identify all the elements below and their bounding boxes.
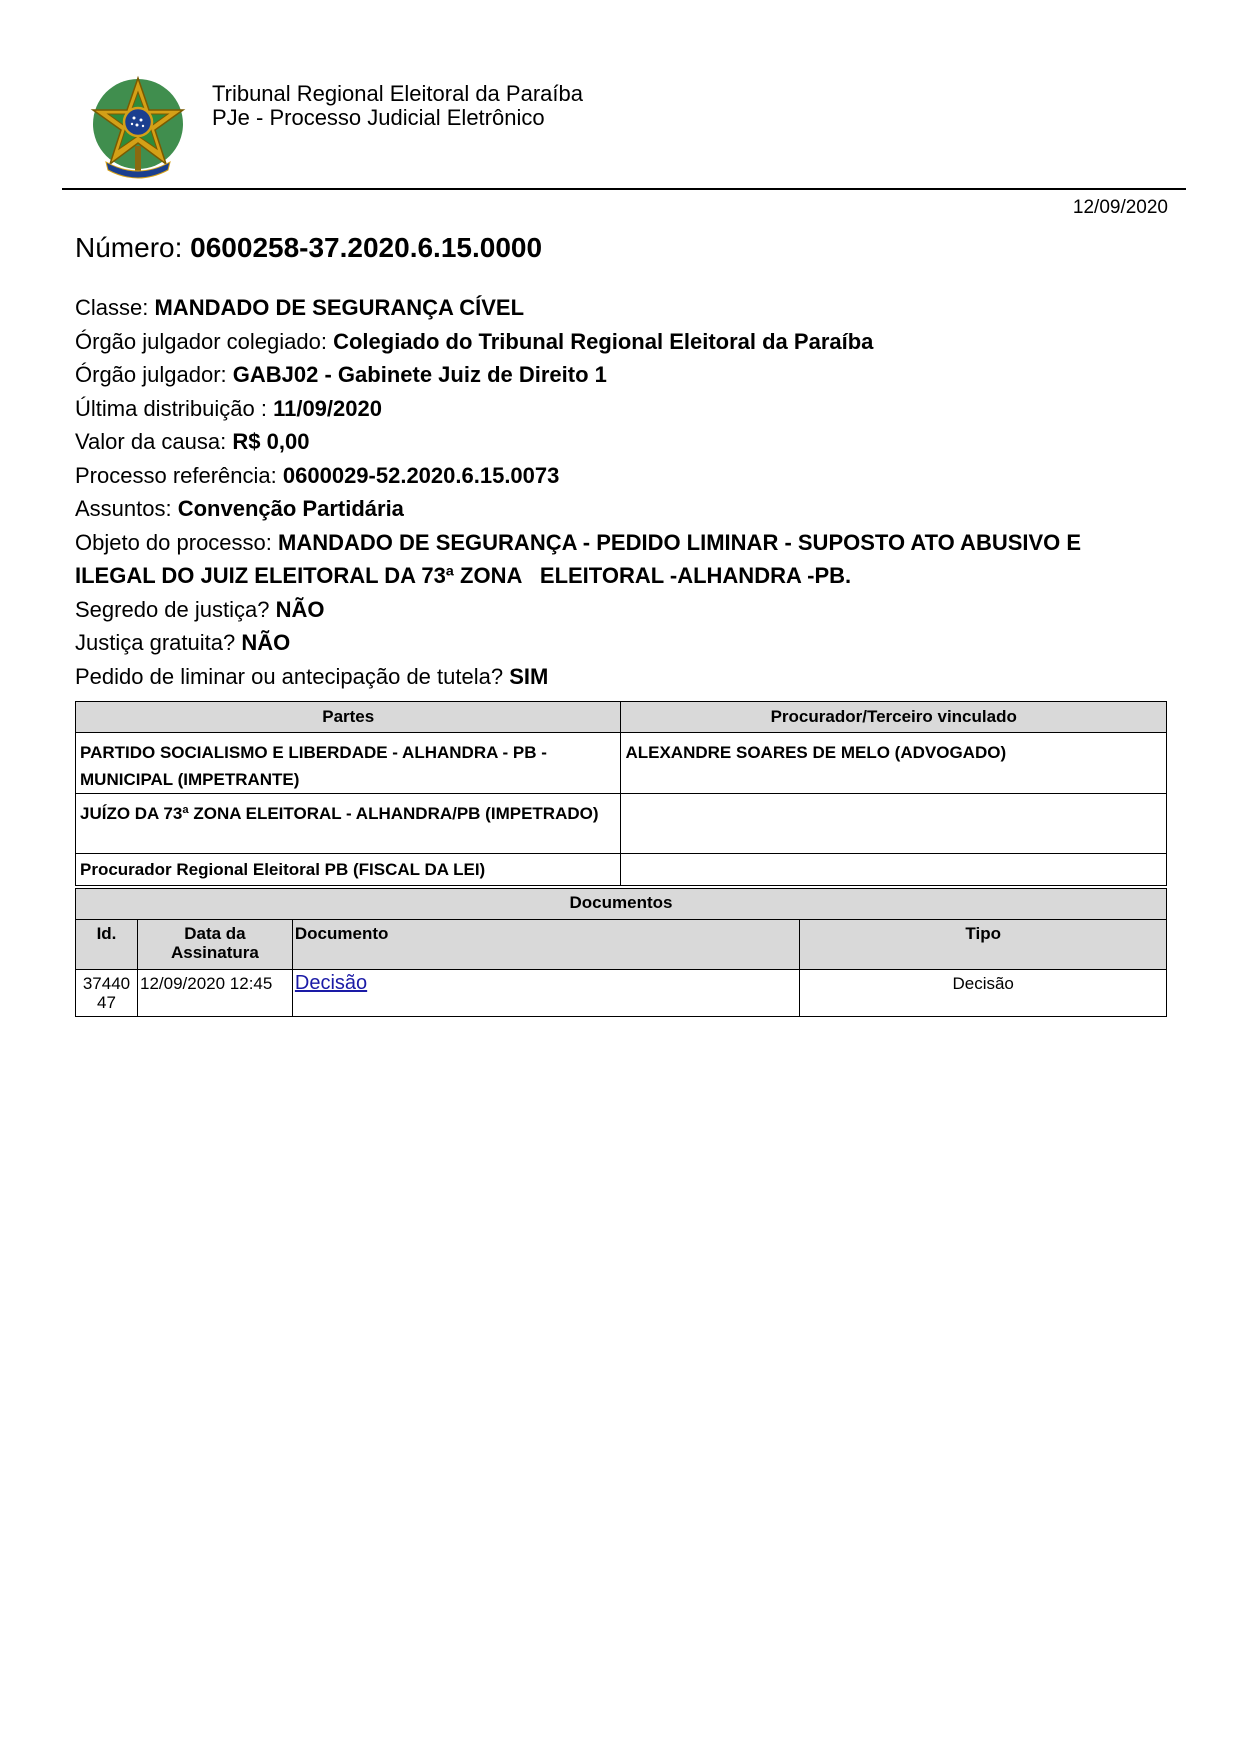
brazil-coat-of-arms-icon (88, 74, 188, 184)
tipo-header: Tipo (800, 920, 1167, 970)
field-processo-referencia: Processo referência: 0600029-52.2020.6.15.0073 (75, 462, 560, 488)
documento-cell (292, 970, 799, 1017)
court-name: Tribunal Regional Eleitoral da Paraíba (212, 81, 583, 106)
parte-cell: Procurador Regional Eleitoral PB (FISCAL DA LEI) (76, 854, 621, 886)
procurador-cell (621, 794, 1167, 854)
field-ultima-distribuicao: Última distribuição : 11/09/2020 (75, 395, 382, 421)
table-row (76, 794, 1167, 854)
court-header (212, 82, 583, 130)
documento-link[interactable]: Decisão (294, 972, 368, 994)
field-assuntos: Assuntos: Convenção Partidária (75, 496, 404, 521)
parte-cell: PARTIDO SOCIALISMO E LIBERDADE - ALHANDRA - PB - MUNICIPAL (IMPETRANTE) (76, 733, 621, 794)
partes-header-row (76, 702, 1167, 733)
documentos-header-row (76, 920, 1167, 970)
field-pedido-liminar: Pedido de liminar ou antecipação de tutela? SIM (75, 663, 549, 689)
id-cell: 37440 47 (76, 970, 138, 1017)
field-classe: Classe: MANDADO DE SEGURANÇA CÍVEL (75, 295, 525, 320)
table-row (76, 854, 1167, 886)
documentos-title-row (76, 889, 1167, 920)
documentos-table (75, 888, 1167, 1017)
procurador-cell: ALEXANDRE SOARES DE MELO (ADVOGADO) (621, 733, 1167, 794)
process-number (75, 232, 542, 264)
data-assinatura-header: Data da Assinatura (137, 920, 292, 970)
procurador-cell (621, 854, 1167, 886)
field-orgao-julgador: Órgão julgador: GABJ02 - Gabinete Juiz de Direito 1 (75, 362, 607, 387)
parte-cell: JUÍZO DA 73ª ZONA ELEITORAL - ALHANDRA/PB (IMPETRADO) (76, 794, 621, 854)
partes-table (75, 701, 1167, 886)
field-objeto: Objeto do processo: MANDADO DE SEGURANÇA - PEDIDO LIMINAR - SUPOSTO ATO ABUSIVO E ILEGAL DO JUIZ ELEITORAL DA 73ª ZONA ELEITORAL -ALHANDRA -PB. (75, 529, 1088, 588)
field-segredo-justica: Segredo de justiça? NÃO (75, 596, 325, 622)
process-number-label: Número: (75, 232, 183, 263)
process-info (75, 291, 1165, 693)
id-header: Id. (76, 920, 138, 970)
table-row (76, 970, 1167, 1017)
field-justica-gratuita: Justiça gratuita? NÃO (75, 630, 291, 655)
header-divider (62, 188, 1186, 190)
data-assinatura-cell: 12/09/2020 12:45 (137, 970, 292, 1017)
field-valor-causa: Valor da causa: R$ 0,00 (75, 429, 310, 454)
procurador-header: Procurador/Terceiro vinculado (621, 702, 1167, 733)
document-date: 12/09/2020 (1072, 197, 1168, 218)
field-orgao-colegiado: Órgão julgador colegiado: Colegiado do Tribunal Regional Eleitoral da Paraíba (75, 328, 874, 354)
tipo-cell: Decisão (800, 970, 1167, 1017)
partes-header: Partes (76, 702, 621, 733)
documentos-title: Documentos (76, 889, 1167, 920)
system-name: PJe - Processo Judicial Eletrônico (212, 105, 545, 130)
process-number-value: 0600258-37.2020.6.15.0000 (190, 232, 543, 263)
documento-header: Documento (292, 920, 799, 970)
table-row (76, 733, 1167, 794)
